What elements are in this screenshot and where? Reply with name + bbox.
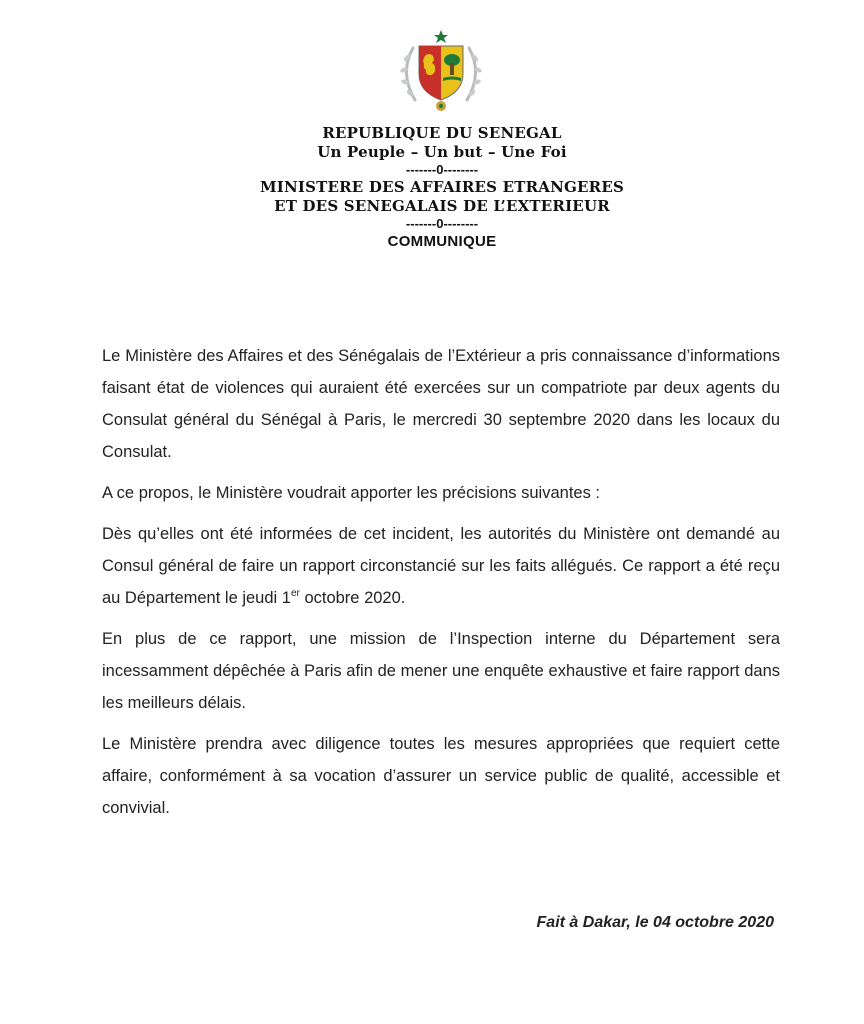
separator: -------0-------- <box>405 216 479 231</box>
paragraph: A ce propos, le Ministère voudrait apporter les précisions suivantes : <box>102 484 600 502</box>
ministry-name-line1: MINISTERE DES AFFAIRES ETRANGERES <box>259 178 625 196</box>
national-motto: Un Peuple – Un but – Une Foi <box>317 142 567 161</box>
paragraph: Le Ministère des Affaires et des Sénégalais de l’Extérieur a pris connaissance d’informations faisant état de violences qui auraient été exercées sur un compatriote par deux agents du Consulat général du Sénégal à Paris, le mercredi 30 septembre 2020 dans les locaux du Consulat. <box>102 347 780 461</box>
paragraph <box>102 518 780 614</box>
communique-body <box>102 340 780 833</box>
paragraph-text: Dès qu’elles ont été informées de cet incident, les autorités du Ministère ont demandé au Consul général de faire un rapport circonstancié sur les faits allégués. Ce rapport a été reçu au Département le jeudi 1 <box>102 525 780 607</box>
paragraph: Le Ministère prendra avec diligence toutes les mesures appropriées que requiert cette affaire, conformément à sa vocation d’assurer un service public de qualité, accessible et convivial. <box>102 735 780 817</box>
letterhead <box>0 124 864 252</box>
separator: -------0-------- <box>405 162 479 177</box>
ministry-name-line2: ET DES SENEGALAIS DE L’EXTERIEUR <box>274 196 610 215</box>
document-title: COMMUNIQUE <box>387 233 497 250</box>
paragraph-text: octobre 2020. <box>299 589 406 607</box>
paragraph: En plus de ce rapport, une mission de l’Inspection interne du Département sera incessamment dépêchée à Paris afin de mener une enquête exhaustive et faire rapport dans les meilleurs délais. <box>102 630 780 712</box>
coat-of-arms-icon <box>393 28 489 116</box>
ordinal-suffix: er <box>290 588 300 599</box>
country-name: REPUBLIQUE DU SENEGAL <box>322 124 562 142</box>
place-date-signoff: Fait à Dakar, le 04 octobre 2020 <box>536 914 774 931</box>
